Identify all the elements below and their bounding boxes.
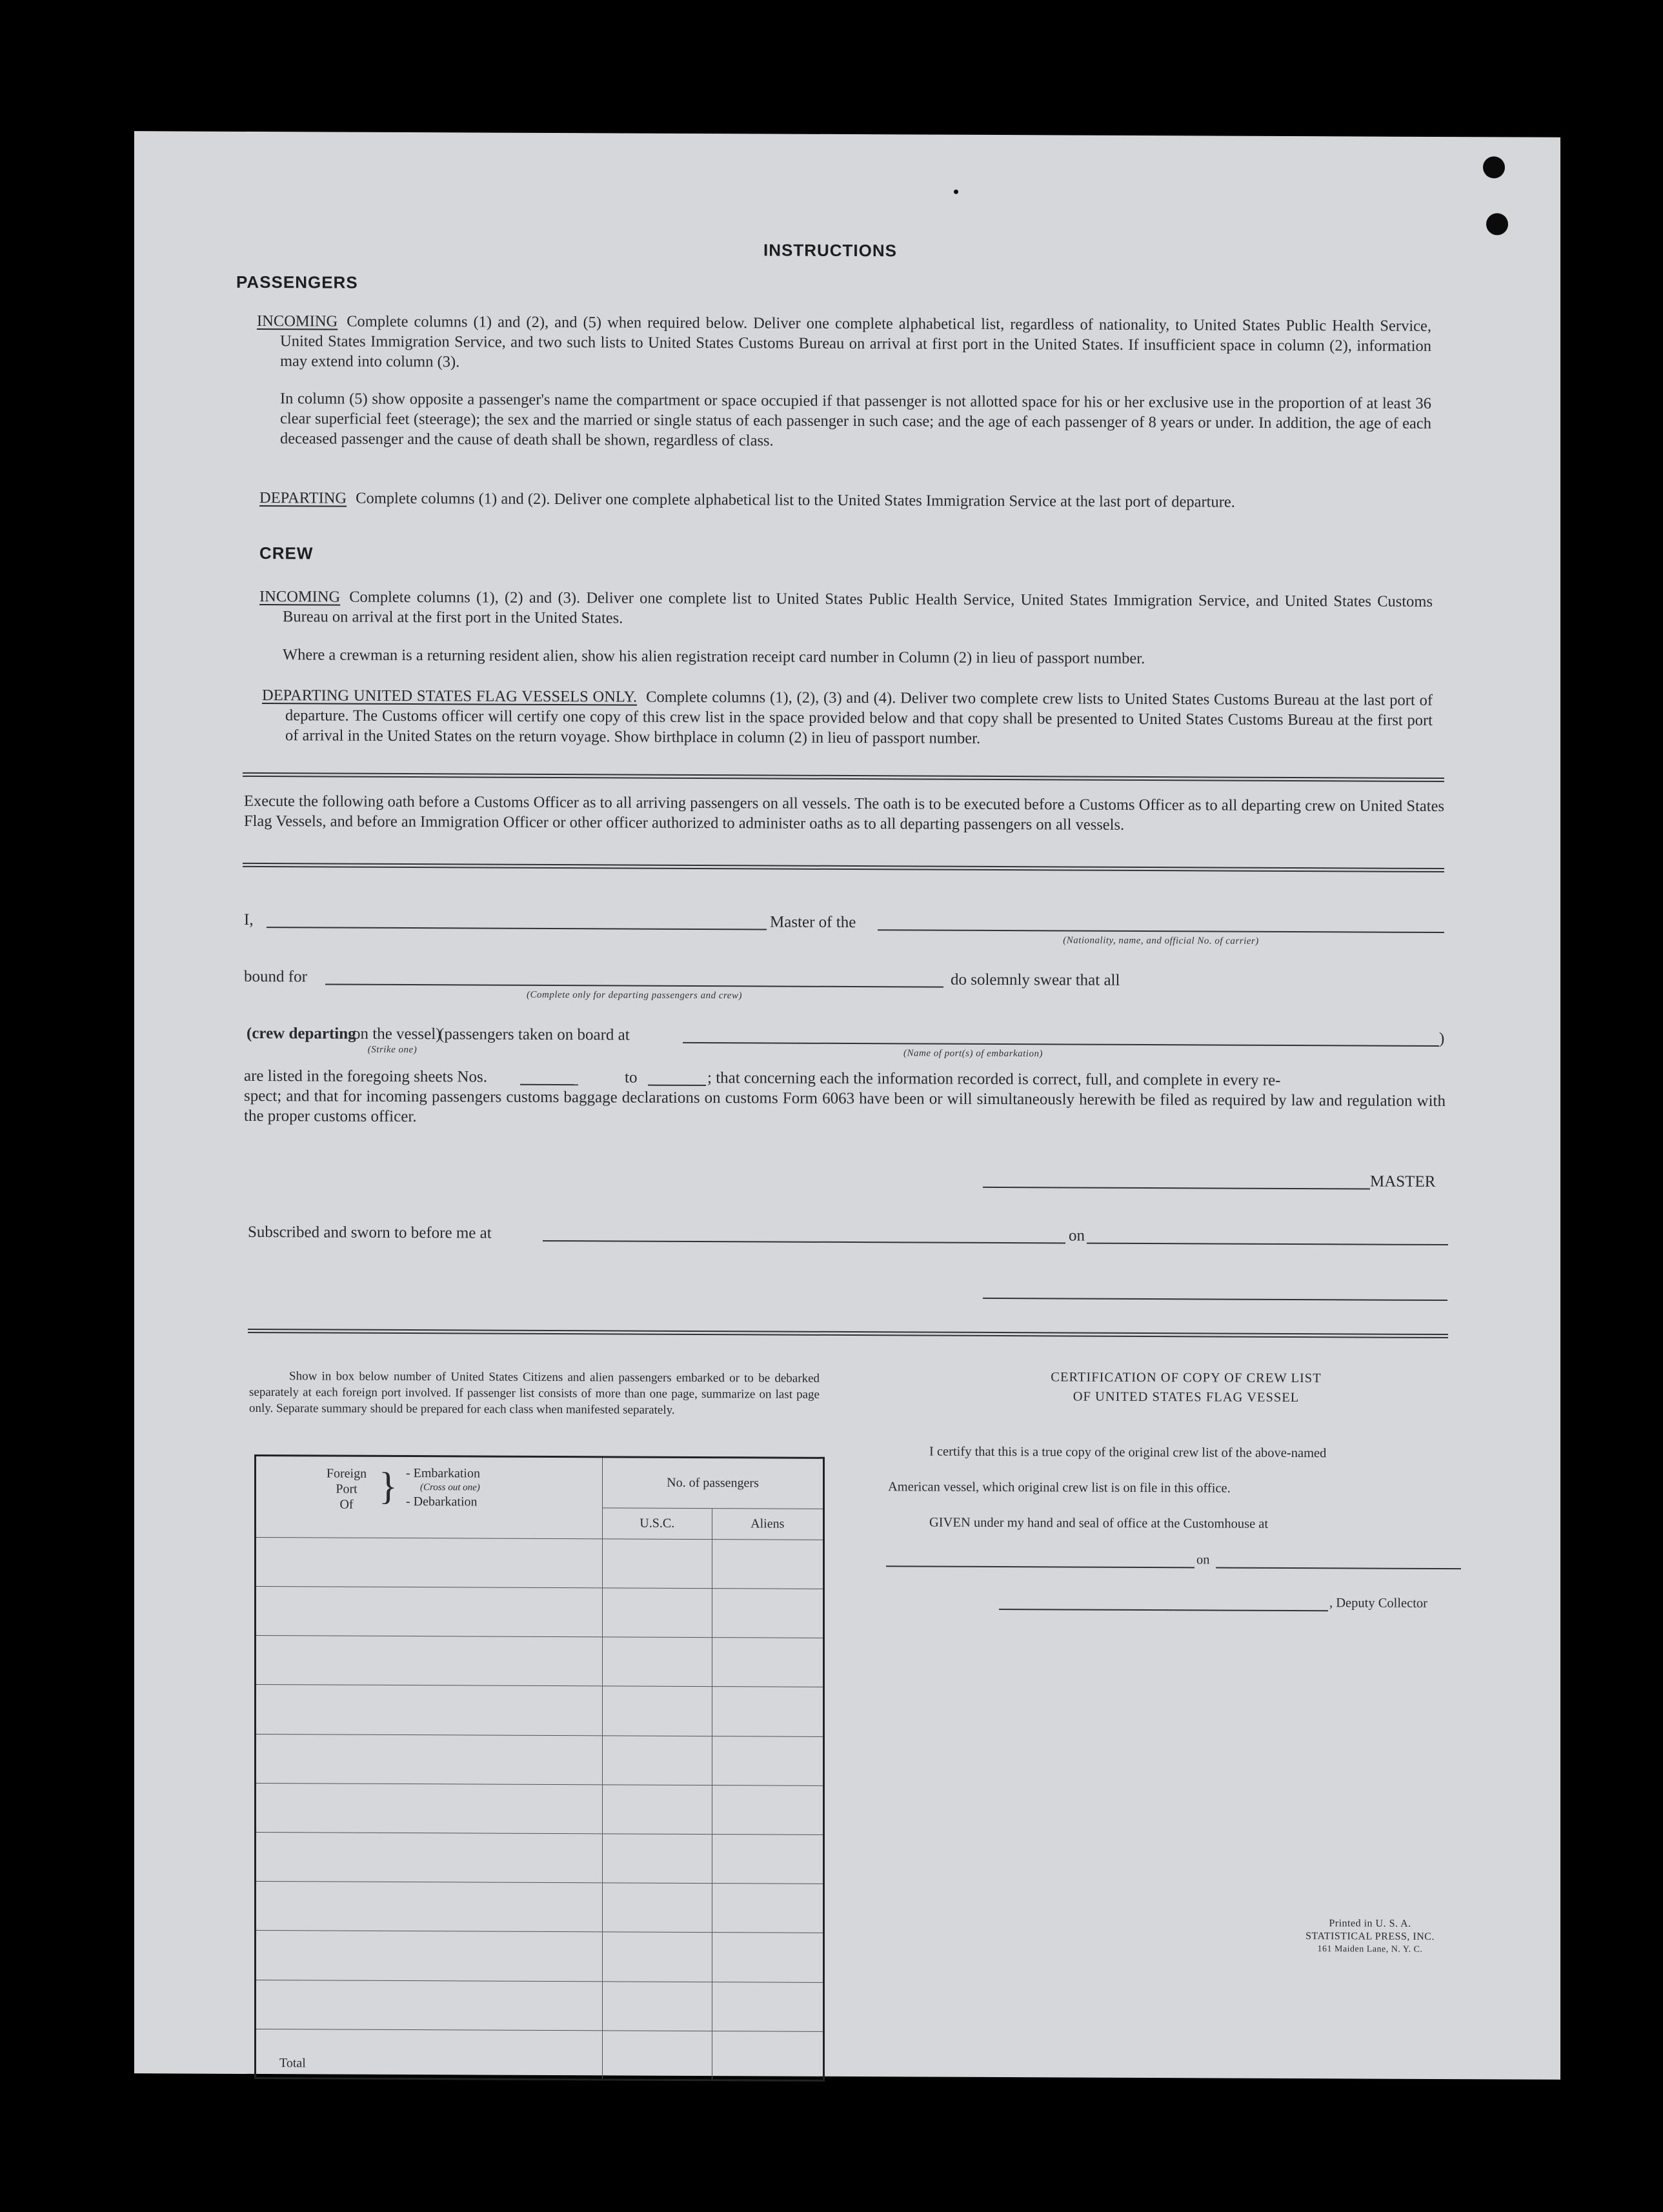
total-label: Total <box>256 2029 603 2080</box>
to-label: to <box>625 1069 638 1087</box>
usc-cell[interactable] <box>603 1981 712 2031</box>
column5-instruction: In column (5) show opposite a passenger's name the compartment or space occupied if that passenger is not allotted space for his or her exclusive use in the proportion of at least 36 clear superficial feet (steerage); the sex and the married or single status of each passenger in such case; and the age of each passenger of 8 years or under. In addition, the age of each deceased passenger and the cause of death shall be shown, regardless of class. <box>280 390 1431 450</box>
aliens-cell[interactable] <box>712 1589 824 1638</box>
usc-cell[interactable] <box>603 1686 712 1736</box>
crew-heading: CREW <box>259 543 314 563</box>
port-cell[interactable] <box>256 1832 603 1883</box>
customhouse-field[interactable] <box>886 1565 1194 1568</box>
deputy-collector-label: , Deputy Collector <box>1329 1596 1428 1611</box>
passengers-incoming-instruction <box>257 311 1431 376</box>
usc-header: U.S.C. <box>603 1508 712 1540</box>
oath-i-label: I, <box>244 910 254 929</box>
sworn-place-field[interactable] <box>543 1240 1065 1244</box>
printer-imprint <box>1267 1917 1473 1956</box>
listed-sheets-text: are listed in the foregoing sheets Nos. <box>244 1067 487 1086</box>
usc-cell[interactable] <box>603 1932 712 1982</box>
aliens-cell[interactable] <box>712 1785 824 1835</box>
bound-for-field[interactable] <box>325 983 943 987</box>
sheet-from-field[interactable] <box>520 1084 578 1085</box>
crew-incoming-text: Complete columns (1), (2) and (3). Deliver one complete list to United States Public Health Service, United States Immigration Service, and United States Customs Bureau on arrival at the first port in the United States. <box>283 588 1433 627</box>
brace-icon: } <box>379 1464 398 1507</box>
aliens-cell[interactable] <box>712 1687 824 1736</box>
aliens-header: Aliens <box>712 1508 824 1540</box>
on-the-vessel-text: on the vessel) <box>352 1025 441 1043</box>
aliens-cell[interactable] <box>712 1884 824 1933</box>
usc-cell[interactable] <box>603 1785 712 1835</box>
listed-continuation: ; that concerning each the information recorded is correct, full, and complete in every re- <box>707 1069 1281 1089</box>
foreign-label: Foreign <box>326 1466 367 1481</box>
certification-title-line1: CERTIFICATION OF COPY OF CREW LIST <box>1051 1370 1322 1386</box>
punch-hole <box>1486 213 1508 235</box>
usc-cell[interactable] <box>603 1834 712 1884</box>
port-cell[interactable] <box>256 1537 603 1588</box>
table-row <box>256 1832 824 1884</box>
embarkation-ports-field[interactable] <box>683 1042 1439 1047</box>
aliens-total-cell[interactable] <box>712 2031 824 2080</box>
debarkation-option[interactable]: - Debarkation <box>406 1494 478 1509</box>
close-paren: ) <box>1439 1030 1445 1048</box>
table-row <box>256 1783 824 1835</box>
crew-departing-text: Complete columns (1), (2), (3) and (4). Deliver two complete crew lists to United States Customs Bureau at the last port of departure. The Customs officer will certify one copy of this crew list in the space provided below and that copy shall be presented to United States Customs Bureau at the first port of arrival in the United States on the return voyage. Show birthplace in column (2) in lieu of passport number. <box>285 688 1433 747</box>
strike-one-caption: (Strike one) <box>367 1044 418 1056</box>
oath-intro: Execute the following oath before a Customs Officer as to all arriving passengers on all vessels. The oath is to be executed before a Customs Officer as to all departing crew on United States Flag Vessels, and before an Immigration Officer or other officer authorized to administer oaths as to all departing passengers on all vessels. <box>244 792 1444 834</box>
certification-title <box>986 1367 1386 1408</box>
port-label: Port <box>336 1482 358 1496</box>
oath-body-text: spect; and that for incoming passengers customs baggage declarations on customs Form 6063 have been or will simultaneously herewith be filed as required by law and regulation with the proper customs officer. <box>244 1087 1446 1126</box>
certification-on-label: on <box>1196 1553 1210 1567</box>
bound-for-label: bound for <box>244 967 307 986</box>
crew-departing-instruction <box>262 685 1433 750</box>
master-of-the-label: Master of the <box>770 913 856 932</box>
usc-cell[interactable] <box>603 1637 712 1687</box>
given-text: GIVEN under my hand and seal of office at the Customhouse at <box>929 1515 1269 1531</box>
returning-alien-instruction: Where a crewman is a returning resident alien, show his alien registration receipt card number in Column (2) in lieu of passport number. <box>283 646 1145 668</box>
section-divider <box>248 1329 1448 1338</box>
crew-incoming-label: INCOMING <box>259 588 341 606</box>
carrier-field[interactable] <box>878 929 1444 933</box>
port-cell[interactable] <box>256 1931 603 1982</box>
sworn-date-field[interactable] <box>1087 1243 1448 1245</box>
passengers-incoming-text: Complete columns (1) and (2), and (5) when required below. Deliver one complete alphabetical list, regardless of nationality, to United States Public Health Service, United States Immigration Service, and two such lists to United States Customs Bureau on arrival at first port in the United States. If insufficient space in column (2), information may extend into column (3). <box>280 312 1431 371</box>
foreign-port-header <box>256 1455 603 1538</box>
embarkation-option[interactable]: - Embarkation <box>406 1466 480 1481</box>
paper-speck <box>954 190 958 194</box>
master-name-field[interactable] <box>267 927 767 930</box>
passengers-taken-option[interactable]: (passengers taken on board at <box>439 1025 630 1044</box>
table-row <box>256 1980 824 2031</box>
form-sheet <box>134 131 1560 2080</box>
port-cell[interactable] <box>256 1980 603 2031</box>
crew-departing-label: DEPARTING UNITED STATES FLAG VESSELS ONLY. <box>262 687 638 706</box>
port-cell[interactable] <box>256 1685 603 1736</box>
table-row <box>256 1636 824 1687</box>
section-divider <box>243 772 1444 782</box>
crew-incoming-instruction <box>259 587 1433 632</box>
master-signature-label: MASTER <box>1370 1172 1436 1191</box>
total-row <box>256 2029 824 2080</box>
table-row <box>256 1685 824 1736</box>
usc-cell[interactable] <box>603 1883 712 1933</box>
of-label: Of <box>339 1497 354 1512</box>
certify-text-continued: American vessel, which original crew list is on file in this office. <box>888 1480 1231 1496</box>
officer-signature-field[interactable] <box>983 1298 1447 1301</box>
no-of-passengers-header: No. of passengers <box>603 1457 824 1509</box>
usc-cell[interactable] <box>603 1588 712 1638</box>
passengers-heading: PASSENGERS <box>236 272 358 292</box>
port-cell[interactable] <box>256 1882 603 1933</box>
master-signature-field[interactable] <box>983 1187 1370 1190</box>
sheet-to-field[interactable] <box>648 1085 706 1086</box>
printer-address: 161 Maiden Lane, N. Y. C. <box>1317 1944 1423 1955</box>
usc-cell[interactable] <box>603 1736 712 1785</box>
port-cell[interactable] <box>256 1587 603 1638</box>
certification-date-field[interactable] <box>1216 1567 1461 1569</box>
ports-caption: (Name of port(s) of embarkation) <box>903 1048 1043 1060</box>
solemnly-swear-text: do solemnly swear that all <box>951 970 1120 989</box>
printed-in-label: Printed in U. S. A. <box>1329 1918 1411 1929</box>
table-row <box>256 1734 824 1785</box>
printer-name: STATISTICAL PRESS, INC. <box>1305 1931 1435 1942</box>
aliens-cell[interactable] <box>712 1933 824 1982</box>
port-cell[interactable] <box>256 1636 603 1687</box>
table-row <box>256 1537 824 1589</box>
punch-hole <box>1483 156 1505 178</box>
aliens-cell[interactable] <box>712 1982 824 2031</box>
sworn-on-label: on <box>1069 1227 1085 1245</box>
summary-instructions: Show in box below number of United States Citizens and alien passengers embarked or to be debarked separately at each foreign port involved. If passenger list consists of more than one page, summarize on last page only. Separate summary should be prepared for each class when manifested separately. <box>249 1369 820 1417</box>
certification-title-line2: OF UNITED STATES FLAG VESSEL <box>1073 1389 1300 1405</box>
table-row <box>256 1931 824 1982</box>
usc-total-cell[interactable] <box>603 2031 712 2080</box>
instructions-title: INSTRUCTIONS <box>763 240 897 261</box>
deputy-collector-signature-field[interactable] <box>999 1609 1328 1611</box>
subscribed-label: Subscribed and sworn to before me at <box>248 1223 492 1242</box>
passengers-departing-instruction <box>259 488 1431 513</box>
passengers-departing-text: Complete columns (1) and (2). Deliver one complete alphabetical list to the United States Immigration Service at the last port of departure. <box>356 489 1235 511</box>
port-cell[interactable] <box>256 1783 603 1834</box>
aliens-cell[interactable] <box>712 1540 824 1589</box>
bound-for-caption: (Complete only for departing passengers and crew) <box>527 989 742 1001</box>
usc-cell[interactable] <box>603 1539 712 1589</box>
passengers-incoming-label: INCOMING <box>257 312 338 330</box>
passenger-summary-table <box>254 1454 825 2082</box>
aliens-cell[interactable] <box>712 1835 824 1884</box>
passengers-departing-label: DEPARTING <box>259 489 347 507</box>
certify-text: I certify that this is a true copy of the original crew list of the above-named <box>929 1444 1327 1461</box>
carrier-caption: (Nationality, name, and official No. of carrier) <box>1063 935 1259 947</box>
section-divider <box>243 863 1444 872</box>
port-cell[interactable] <box>256 1734 603 1785</box>
aliens-cell[interactable] <box>712 1736 824 1785</box>
table-row <box>256 1882 824 1933</box>
table-row <box>256 1587 824 1638</box>
aliens-cell[interactable] <box>712 1638 824 1687</box>
crew-departing-option[interactable]: (crew departing <box>247 1024 356 1043</box>
cross-out-caption: (Cross out one) <box>420 1482 480 1493</box>
